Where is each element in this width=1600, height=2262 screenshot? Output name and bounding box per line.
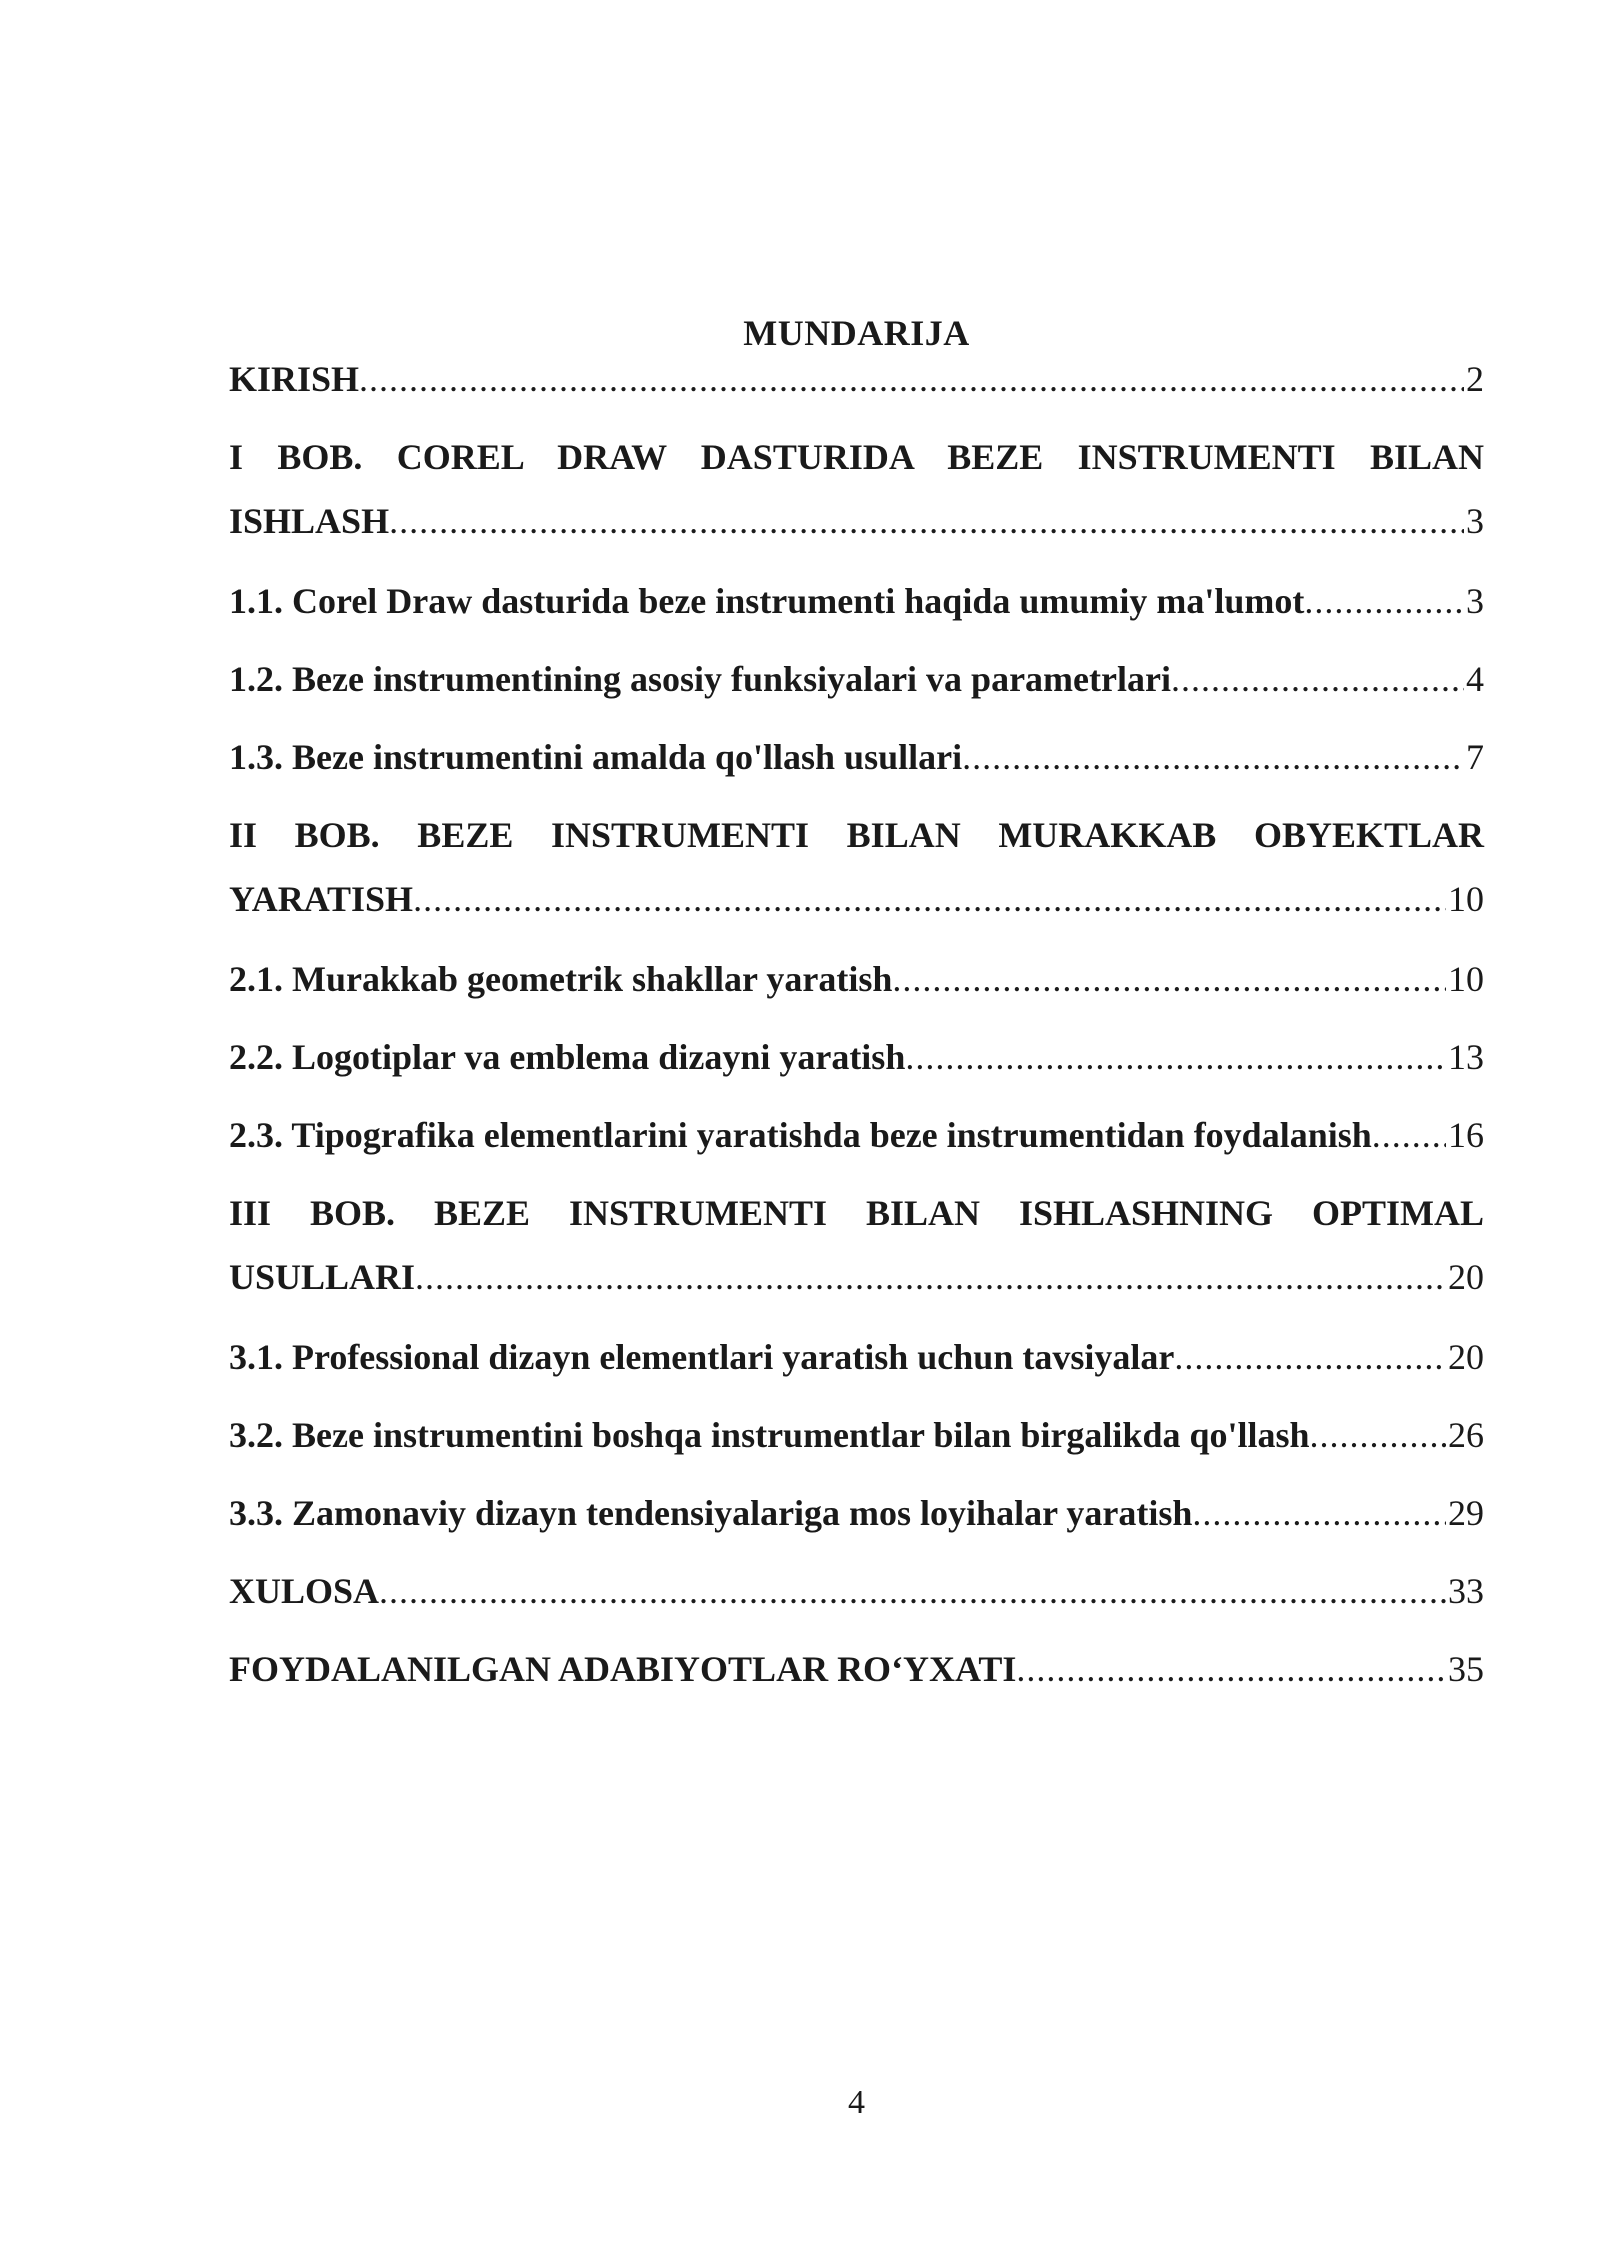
toc-entry-label: 2.3. Tipografika elementlarini yaratishda beze instrumentidan foydalanish bbox=[229, 1115, 1372, 1155]
dot-leader bbox=[379, 1569, 1446, 1613]
toc-entry-1-1[interactable] bbox=[229, 579, 1484, 623]
toc-entry-page: 29 bbox=[1448, 1493, 1484, 1533]
toc-entry-3-3[interactable] bbox=[229, 1491, 1484, 1535]
toc-entry-heading-line: III BOB. BEZE INSTRUMENTI BILAN ISHLASHNING OPTIMAL bbox=[229, 1193, 1484, 1233]
toc-entry-label: 3.2. Beze instrumentini boshqa instrumentlar bilan birgalikda qo'llash bbox=[229, 1415, 1310, 1455]
toc-entry-2-1[interactable] bbox=[229, 957, 1484, 1001]
dot-leader bbox=[1016, 1647, 1446, 1691]
dot-leader bbox=[892, 957, 1446, 1001]
toc-entry-label: 2.1. Murakkab geometrik shakllar yaratish bbox=[229, 959, 893, 999]
toc-entry-page: 20 bbox=[1448, 1257, 1484, 1297]
dot-leader bbox=[962, 735, 1464, 779]
toc-entry-label: 1.1. Corel Draw dasturida beze instrumenti haqida umumiy ma'lumot bbox=[229, 581, 1305, 621]
toc-entry-label: 3.3. Zamonaviy dizayn tendensiyalariga mos loyihalar yaratish bbox=[229, 1493, 1193, 1533]
toc-entry-label: YARATISH bbox=[229, 879, 414, 919]
dot-leader bbox=[389, 499, 1464, 543]
dot-leader bbox=[359, 357, 1464, 401]
dot-leader bbox=[1174, 1335, 1446, 1379]
dot-leader bbox=[1372, 1113, 1446, 1157]
toc-entry-page: 10 bbox=[1448, 879, 1484, 919]
toc-entry-2-2[interactable] bbox=[229, 1035, 1484, 1079]
toc-entry-chapter-1[interactable] bbox=[229, 435, 1484, 543]
toc-entry-label: 3.1. Professional dizayn elementlari yaratish uchun tavsiyalar bbox=[229, 1337, 1175, 1377]
toc-entry-2-3[interactable] bbox=[229, 1113, 1484, 1157]
toc-entry-label: ISHLASH bbox=[229, 501, 390, 541]
toc-entry-1-2[interactable] bbox=[229, 657, 1484, 701]
toc-entry-label: KIRISH bbox=[229, 359, 360, 399]
toc-entry-1-3[interactable] bbox=[229, 735, 1484, 779]
toc-entry-page: 4 bbox=[1466, 659, 1484, 699]
toc-entry-page: 26 bbox=[1448, 1415, 1484, 1455]
toc-entry-page: 35 bbox=[1448, 1649, 1484, 1689]
toc-entry-page: 2 bbox=[1466, 359, 1484, 399]
dot-leader bbox=[413, 877, 1446, 921]
toc-entry-page: 20 bbox=[1448, 1337, 1484, 1377]
toc-entry-page: 33 bbox=[1448, 1571, 1484, 1611]
toc-entry-chapter-2[interactable] bbox=[229, 813, 1484, 921]
toc-entry-label: 1.3. Beze instrumentini amalda qo'llash usullari bbox=[229, 737, 963, 777]
dot-leader bbox=[415, 1255, 1446, 1299]
toc-entry-3-1[interactable] bbox=[229, 1335, 1484, 1379]
toc-entry-page: 10 bbox=[1448, 959, 1484, 999]
toc-entry-heading-line: II BOB. BEZE INSTRUMENTI BILAN MURAKKAB OBYEKTLAR bbox=[229, 815, 1484, 855]
dot-leader bbox=[905, 1035, 1446, 1079]
toc-entry-label: USULLARI bbox=[229, 1257, 416, 1297]
toc-entry-label: FOYDALANILGAN ADABIYOTLAR RO‘YXATI bbox=[229, 1649, 1017, 1689]
toc-title: MUNDARIJA bbox=[743, 313, 970, 353]
toc-entry-references[interactable] bbox=[229, 1647, 1484, 1691]
toc-entry-page: 3 bbox=[1466, 581, 1484, 621]
page-number: 4 bbox=[848, 2084, 865, 2121]
toc-entry-page: 16 bbox=[1448, 1115, 1484, 1155]
toc-entry-kirish[interactable] bbox=[229, 357, 1484, 401]
toc-entry-label: 2.2. Logotiplar va emblema dizayni yaratish bbox=[229, 1037, 906, 1077]
toc-entry-page: 13 bbox=[1448, 1037, 1484, 1077]
dot-leader bbox=[1171, 657, 1464, 701]
toc-entry-page: 3 bbox=[1466, 501, 1484, 541]
dot-leader bbox=[1310, 1413, 1446, 1457]
toc-entry-label: 1.2. Beze instrumentining asosiy funksiyalari va parametrlari bbox=[229, 659, 1171, 699]
dot-leader bbox=[1192, 1491, 1446, 1535]
dot-leader bbox=[1304, 579, 1464, 623]
toc-entry-label: XULOSA bbox=[229, 1571, 380, 1611]
toc-entry-page: 7 bbox=[1466, 737, 1484, 777]
toc-entry-xulosa[interactable] bbox=[229, 1569, 1484, 1613]
toc-entry-3-2[interactable] bbox=[229, 1413, 1484, 1457]
toc-entry-heading-line: I BOB. COREL DRAW DASTURIDA BEZE INSTRUMENTI BILAN bbox=[229, 437, 1484, 477]
toc-entry-chapter-3[interactable] bbox=[229, 1191, 1484, 1299]
